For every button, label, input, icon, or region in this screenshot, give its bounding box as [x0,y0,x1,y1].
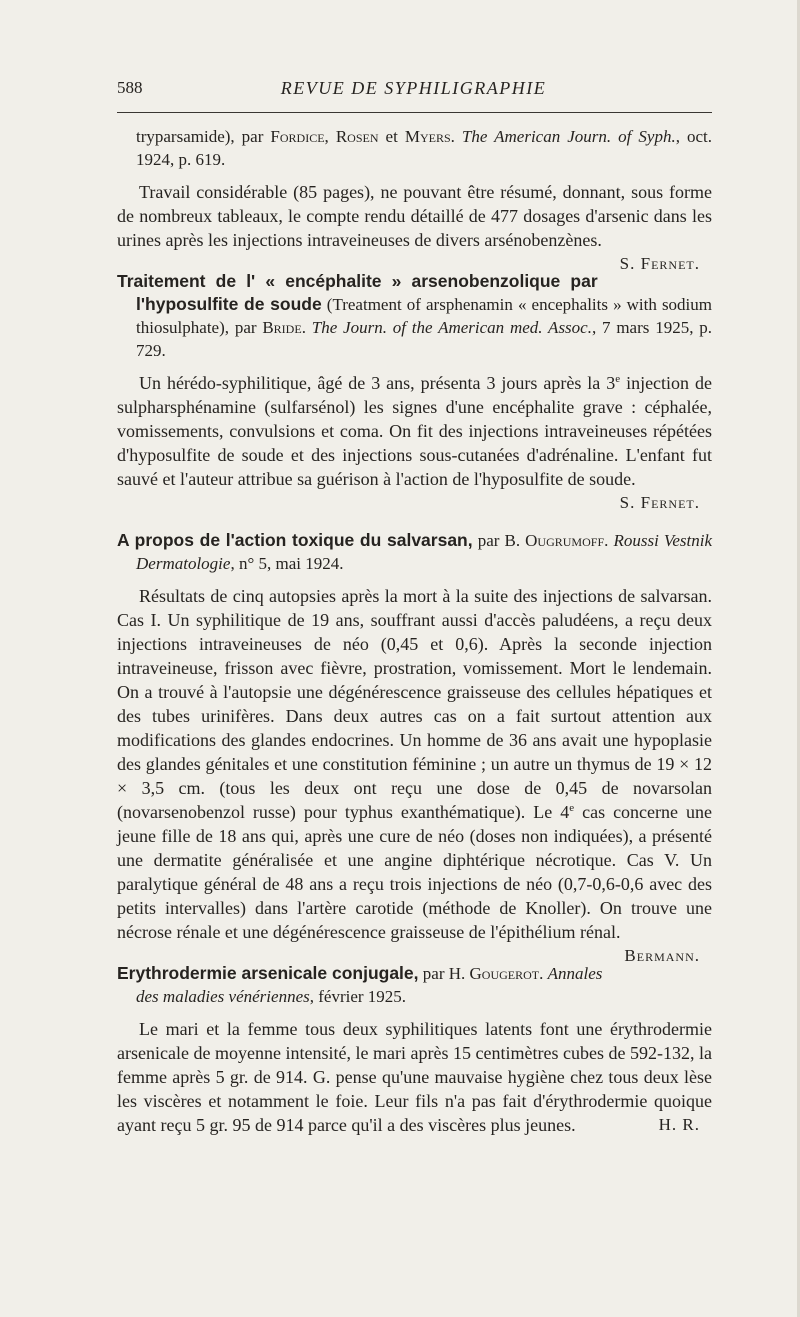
page-number: 588 [117,78,143,97]
signature: H. R. [658,1115,700,1134]
signature: S. Fernet. [619,493,700,512]
article-title: Erythrodermie arsenicale conjugale, [117,963,419,983]
abstract-paragraph: Travail considérable (85 pages), ne pouvant être résumé, donnant, sous forme de nombreux tableaux, le compte rendu détaillé de 477 dosages d'arsenic dans les urines après les injections intraveineuses de divers arsénobenzènes. S. Fernet. [117,180,712,252]
article-title: A propos de l'action toxique du salvarsan, [117,530,473,550]
article-heading: Traitement de l' « encéphalite » arsenobenzolique par l'hyposulfite de soude (Treatment of arsphenamin « encephalits » with sodium thiosulphate), par Bride. The Journ. of the American med. Assoc., 7 mars 1925, p. 729. [117,271,713,360]
header-rule [117,112,712,113]
abstract-paragraph: Le mari et la femme tous deux syphilitiques latents font une érythrodermie arsenicale de moyenne intensité, le mari après 15 centimètres cubes de 592-132, la femme après 5 gr. de 914. G. pense qu'une mauvaise hygiène chez tous deux lèse les viscères et notamment le foie. Leur fils n'a pas fait d'érythrodermie quoique ayant reçu 5 gr. 95 de 914 parce qu'il a des viscères plus jeunes. H. R. [117,1019,712,1135]
running-head [117,78,710,108]
continued-reference: tryparsamide), par Fordice, Rosen et Myers. The American Journ. of Syph., oct. 1924, p. 619. [136,127,713,169]
signature: S. Fernet. [619,254,700,273]
page-content [117,125,712,1137]
article-heading: A propos de l'action toxique du salvarsan, par B. Ougrumoff. Roussi Vestnik Dermatologie, n° 5, mai 1924. [117,530,713,573]
article-heading: Erythrodermie arsenicale conjugale, par H. Gougerot. Annales des maladies vénériennes, février 1925. [117,963,603,1006]
abstract-paragraph: Un hérédo-syphilitique, âgé de 3 ans, présenta 3 jours après la 3e injection de sulpharsphénamine (sulfarsénol) les signes d'une encéphalite grave : céphalée, vomissements, convulsions et coma. On fit des injections intraveineuses répétées d'hyposulfite de soude et des injections sous-cutanées d'adrénaline. L'enfant fut sauvé et l'auteur attribue sa guérison à l'action de l'hyposulfite de soude. S. Fernet. [117,371,712,515]
signature: Bermann. [624,946,700,965]
abstract-paragraph: Résultats de cinq autopsies après la mort à la suite des injections de salvarsan. Cas I. Un syphilitique de 19 ans, souffrant aussi d'accès paludéens, a reçu deux injections intraveineuses de néo (0,45 et 0,6). Après la seconde injection intraveineuse, frisson avec fièvre, prostration, vomissement. Mort le lendemain. On a trouvé à l'autopsie une dégénérescence graisseuse des cellules hépatiques et des tubes urinifères. Dans deux autres cas on a fait surtout attention aux modifications des glandes endocrines. Un homme de 36 ans avait une hypoplasie des glandes génitales et une constitution féminine ; un autre un thymus de 19 × 12 × 3,5 cm. (tous les deux ont reçu une dose de 0,45 de novarsolan (novarsenobenzol russe) pour typhus exanthématique). Le 4e cas concerne une jeune fille de 18 ans qui, après une cure de néo (doses non indiquées), a présenté une dermatite généralisée et une angine diphtérique nécrotique. Cas V. Un paralytique général de 48 ans a reçu trois injections de néo (0,7-0,6-0,6 avec des petits intervalles) dans l'artère carotide (méthode de Knoller). On trouve une nécrose rénale et une dégénérescence graisseuse de l'épithélium rénal. Bermann. [117,584,712,944]
journal-title: REVUE DE SYPHILIGRAPHIE [280,78,547,98]
article-title: Traitement de l' « encéphalite » arsenobenzolique par l'hyposulfite de soude [117,271,598,314]
